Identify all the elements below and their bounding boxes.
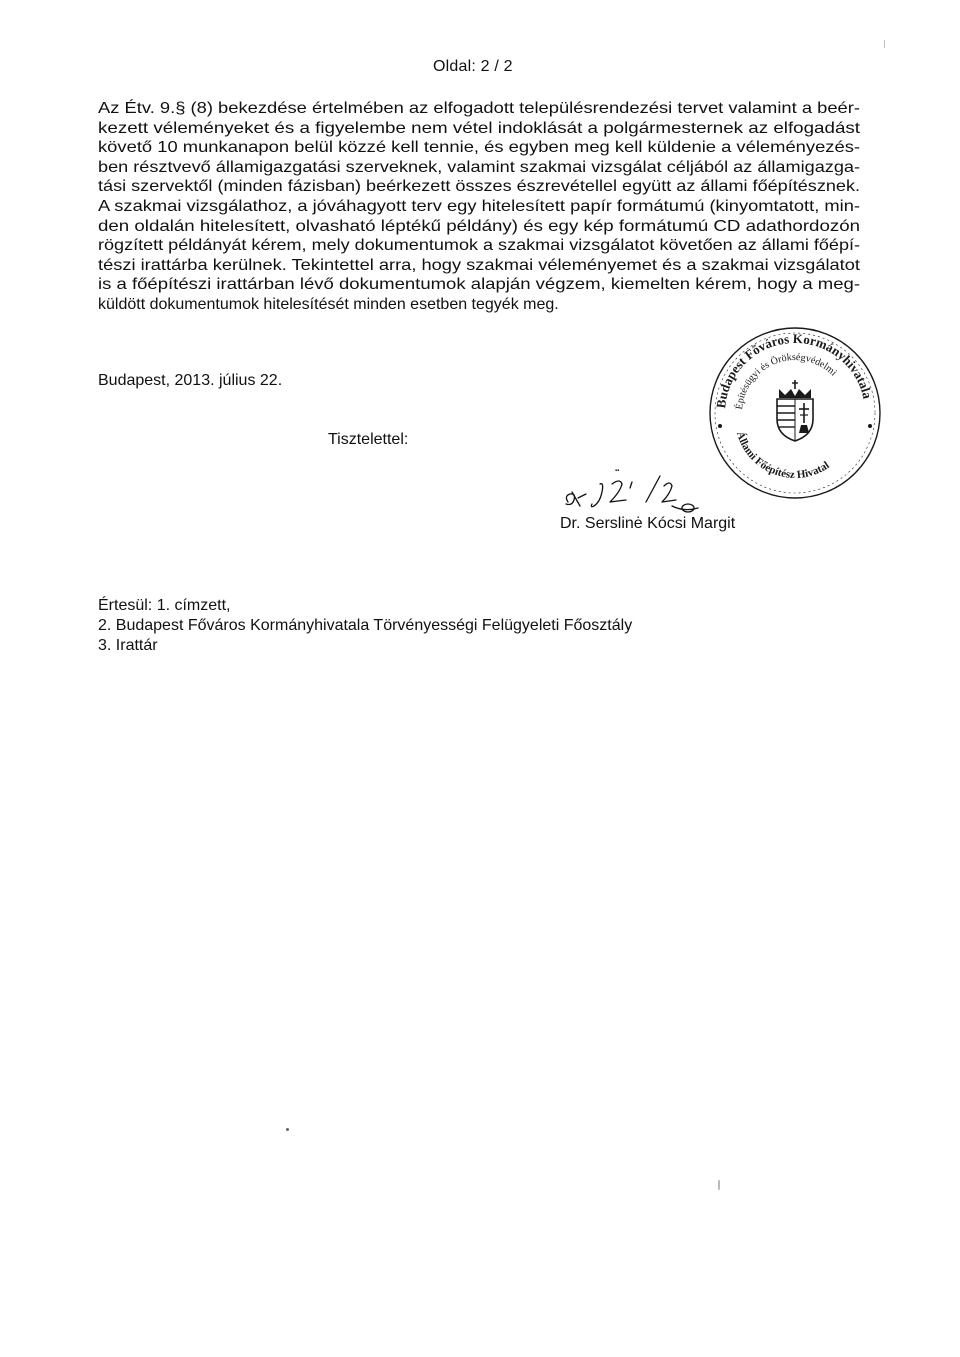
body-line: tási szervektől (minden fázisban) beérkezett összes észrevétellel együtt az állami főépítésznek. <box>98 178 861 196</box>
body-line: követő 10 munkanapon belül közzé kell tennie, és egyben meg kell küldenie a véleményezés- <box>98 139 860 157</box>
cc-line: 3. Irattár <box>98 637 158 654</box>
letter-body <box>98 99 860 315</box>
scan-speck <box>884 40 885 48</box>
initials-mark: ▪▪ <box>615 468 620 474</box>
body-line: ben résztvevő államigazgatási szerveknek, valamint szakmai vizsgálat céljából az államigazga- <box>98 158 860 176</box>
letter-date: Budapest, 2013. július 22. <box>98 372 283 389</box>
coat-of-arms-icon <box>777 380 813 441</box>
official-stamp <box>700 318 890 508</box>
body-line: kezett véleményeket és a figyelembe nem vétel indoklását a polgármesternek az elfogadást <box>98 119 860 137</box>
cc-list <box>98 596 632 656</box>
body-line: den oldalán hitelesített, olvasható léptékű példány) és egy kép formátumú CD adathordozón <box>98 217 860 235</box>
body-line: küldött dokumentumok hitelesítését minden esetben tegyék meg. <box>98 295 559 313</box>
body-line: is a főépítészi irattárban lévő dokumentumok alapján végzem, kiemelten kérem, hogy a meg- <box>98 276 861 294</box>
signer-name: Dr. Serslinė Kócsi Margit <box>560 515 736 532</box>
scan-speck <box>286 1128 289 1131</box>
body-line: rögzített példányát kérem, mely dokumentumok a szakmai vizsgálatot követően az állami főépí- <box>98 237 861 255</box>
scan-speck <box>718 1180 720 1190</box>
stamp-bottom-text: Állami Főépítész Hivatal <box>733 430 832 482</box>
stamp-outer-text: Budapest Főváros Kormányhivatala <box>713 330 876 410</box>
handwritten-signature <box>560 462 710 514</box>
cc-line: 2. Budapest Főváros Kormányhivatala Törvényességi Felügyeleti Főosztály <box>98 617 633 634</box>
closing-greeting: Tisztelettel: <box>328 431 409 448</box>
body-line: A szakmai vizsgálathoz, a jóváhagyott terv egy hitelesített papír formátumú (kinyomtatott, min- <box>98 197 860 215</box>
body-line: Az Étv. 9.§ (8) bekezdése értelmében az elfogadott településrendezési tervet valamint a beér- <box>98 100 860 117</box>
stamp-inner-text: Építésügyi és Örökségvédelmi <box>734 351 839 411</box>
cc-line: Értesül: 1. címzett, <box>98 597 231 614</box>
page-number: Oldal: 2 / 2 <box>433 58 513 75</box>
body-line: tészi irattárba kerülnek. Tekintettel arra, hogy szakmai véleményemet és a szakmai vizsgálatot <box>98 256 860 274</box>
